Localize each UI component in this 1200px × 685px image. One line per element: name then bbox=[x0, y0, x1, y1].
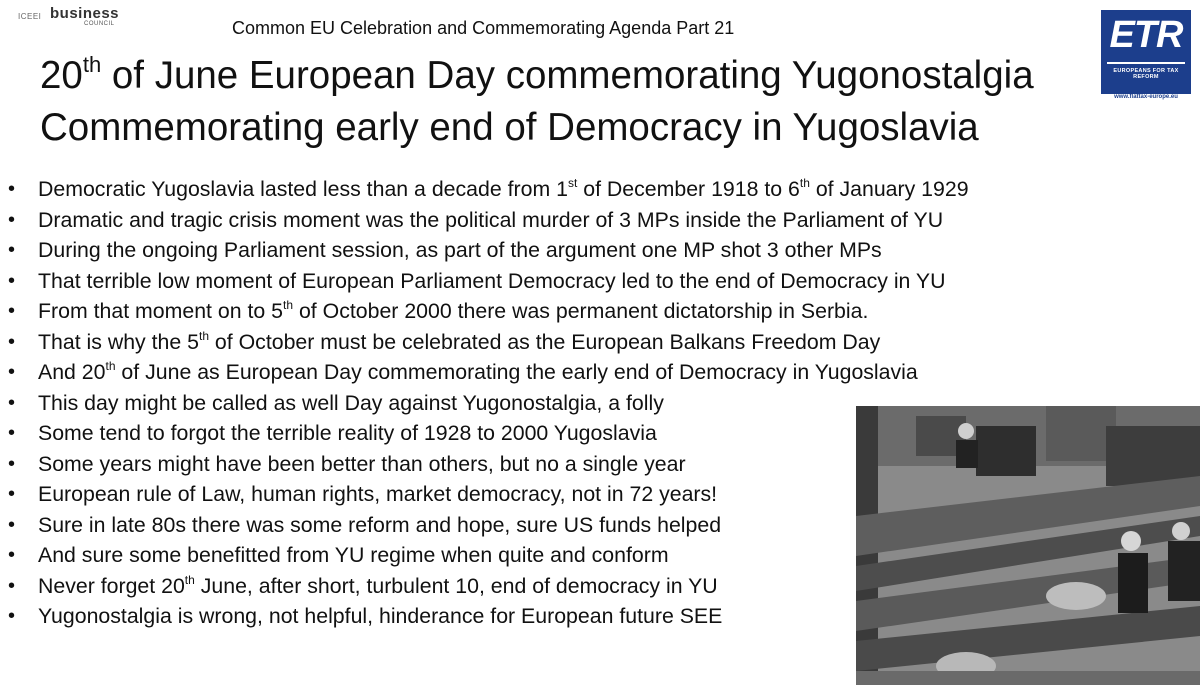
bullet-text: of October 2000 there was permanent dictatorship in Serbia. bbox=[293, 299, 869, 323]
bullet-item bbox=[0, 449, 969, 480]
bullet-marker: • bbox=[8, 239, 16, 261]
bullet-marker: • bbox=[8, 574, 16, 597]
bullet-text: Sure in late 80s there was some reform and hope, sure US funds helped bbox=[38, 512, 722, 537]
bullet-text: And 20 bbox=[38, 360, 106, 384]
bullet-item bbox=[0, 357, 969, 388]
bullet-marker: • bbox=[8, 483, 16, 505]
bullet-text: June, after short, turbulent 10, end of democracy in YU bbox=[194, 573, 718, 598]
title-line-1 bbox=[40, 54, 1034, 97]
bullet-item bbox=[0, 601, 969, 632]
bullet-text: Yugonostalgia is wrong, not helpful, hinderance for European future SEE bbox=[38, 604, 723, 628]
bullet-superscript: th bbox=[184, 572, 195, 587]
etr-logo bbox=[1101, 10, 1191, 94]
logo-prefix: ICEEI bbox=[18, 12, 42, 21]
bullet-text: That terrible low moment of European Parliament Democracy led to the end of Democracy in YU bbox=[38, 268, 946, 293]
bullet-item bbox=[0, 296, 969, 327]
etr-logo-divider bbox=[1107, 62, 1185, 64]
bullet-marker: • bbox=[8, 330, 16, 353]
etr-logo-tagline: EUROPEANS FOR TAX REFORM bbox=[1113, 68, 1179, 80]
bullet-item bbox=[0, 266, 969, 297]
bullet-text: of June as European Day commemorating the early end of Democracy in Yugoslavia bbox=[115, 360, 918, 384]
bullet-marker: • bbox=[8, 391, 16, 414]
bullet-item bbox=[0, 235, 969, 266]
bullet-text: From that moment on to 5 bbox=[38, 299, 284, 323]
bullet-text: Never forget 20 bbox=[38, 573, 185, 598]
title-line-1-sup: th bbox=[82, 52, 102, 77]
bullet-marker: • bbox=[8, 605, 16, 627]
bullet-item bbox=[0, 418, 969, 449]
bullet-marker: • bbox=[8, 269, 16, 292]
bullet-marker: • bbox=[8, 361, 16, 383]
bullet-marker: • bbox=[8, 178, 16, 200]
bullet-item bbox=[0, 571, 969, 602]
etr-logo-text: ETR bbox=[1109, 14, 1183, 56]
title-line-1-end: of June European Day commemorating Yugonostalgia bbox=[101, 54, 1034, 97]
bullet-item bbox=[0, 327, 969, 358]
bullet-item bbox=[0, 510, 969, 541]
bullet-text: Some years might have been better than others, but no a single year bbox=[38, 451, 686, 476]
bullet-marker: • bbox=[8, 422, 16, 444]
bullet-marker: • bbox=[8, 513, 16, 536]
bullet-text: During the ongoing Parliament session, as part of the argument one MP shot 3 other MPs bbox=[38, 238, 882, 262]
bullet-marker: • bbox=[8, 544, 16, 566]
bullet-superscript: th bbox=[199, 328, 210, 343]
bullet-text: That is why the 5 bbox=[38, 329, 199, 354]
bullet-item bbox=[0, 205, 969, 236]
bullet-item bbox=[0, 479, 969, 510]
bullet-superscript: th bbox=[105, 359, 116, 373]
etr-logo-url: www.flattax-europe.eu bbox=[1114, 94, 1178, 100]
bullet-text: of October must be celebrated as the European Balkans Freedom Day bbox=[209, 329, 881, 354]
bullet-list bbox=[0, 174, 969, 632]
bullet-marker: • bbox=[8, 300, 16, 322]
logo-main-text: business bbox=[50, 5, 120, 22]
bullet-text: of December 1918 to 6 bbox=[577, 177, 800, 201]
bullet-text: Some tend to forgot the terrible reality of 1928 to 2000 Yugoslavia bbox=[38, 421, 657, 445]
slide-subtitle: Common EU Celebration and Commemorating Agenda Part 21 bbox=[232, 18, 735, 38]
title-line-2: Commemorating early end of Democracy in Yugoslavia bbox=[40, 106, 979, 149]
bullet-item bbox=[0, 174, 969, 205]
bullet-superscript: st bbox=[567, 176, 578, 190]
bullet-text: This day might be called as well Day against Yugonostalgia, a folly bbox=[38, 390, 664, 415]
bullet-item bbox=[0, 388, 969, 419]
logo-sub-text: COUNCIL bbox=[84, 21, 115, 27]
bullet-superscript: th bbox=[799, 176, 810, 190]
parliament-photo bbox=[856, 406, 1200, 685]
bullet-text: Dramatic and tragic crisis moment was the political murder of 3 MPs inside the Parliament of YU bbox=[38, 207, 944, 232]
bullet-text: European rule of Law, human rights, market democracy, not in 72 years! bbox=[38, 482, 718, 506]
slide-title bbox=[40, 50, 1034, 154]
bullet-text: Democratic Yugoslavia lasted less than a decade from 1 bbox=[38, 177, 568, 201]
business-council-logo bbox=[18, 4, 148, 32]
bullet-marker: • bbox=[8, 208, 16, 231]
bullet-superscript: th bbox=[283, 298, 294, 312]
bullet-item bbox=[0, 540, 969, 571]
bullet-text: And sure some benefitted from YU regime when quite and conform bbox=[38, 543, 669, 567]
title-line-1-start: 20 bbox=[40, 54, 83, 97]
bullet-text: of January 1929 bbox=[809, 177, 969, 201]
bullet-marker: • bbox=[8, 452, 16, 475]
